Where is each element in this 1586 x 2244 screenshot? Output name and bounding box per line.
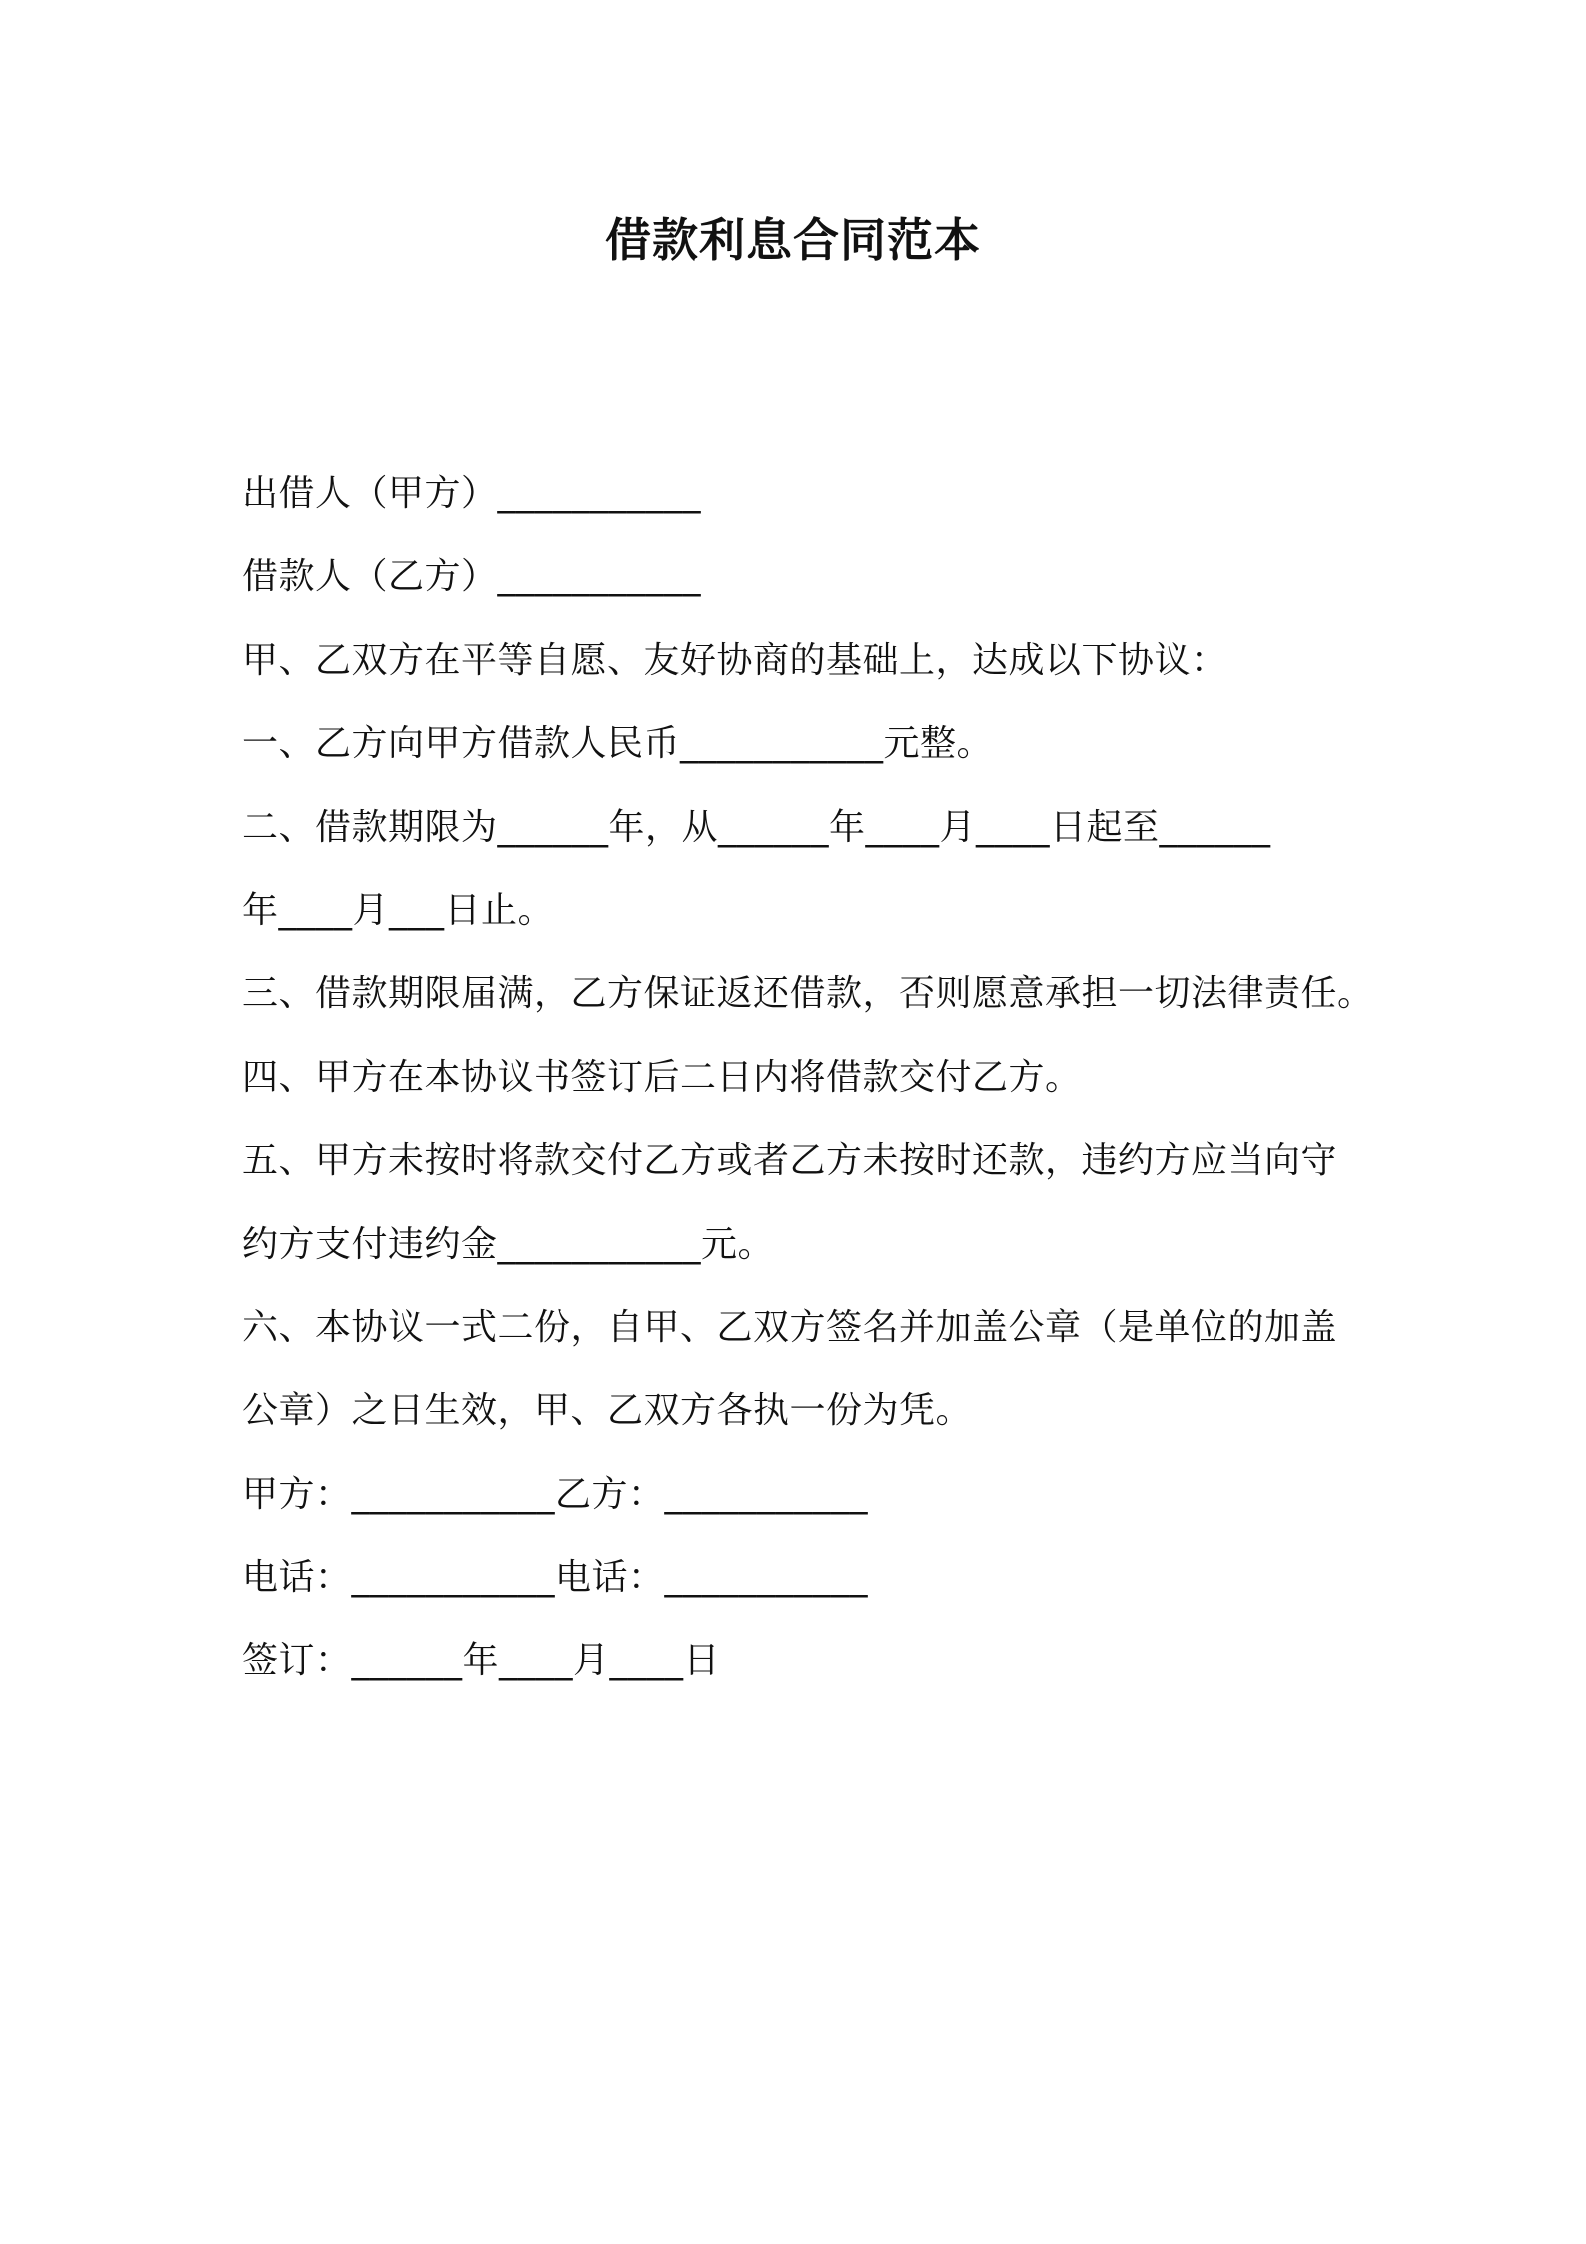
clause-2-loan-term-continued: 年____月___日止。: [242, 889, 555, 931]
borrower-party-line: 借款人（乙方）___________: [242, 556, 702, 598]
clause-5-default: 五、甲方未按时将款交付乙方或者乙方未按时还款，违约方应当向守: [242, 1140, 1338, 1182]
clause-1-loan-amount: 一、乙方向甲方借款人民币___________元整。: [242, 723, 994, 765]
document-title: 借款利息合同范本: [605, 213, 981, 267]
signature-parties-line: 甲方：___________乙方：___________: [242, 1473, 869, 1515]
clause-2-loan-term: 二、借款期限为______年，从______年____月____日起至______: [242, 806, 1271, 848]
document-body: [242, 452, 1374, 1703]
phone-line: 电话：___________电话：___________: [242, 1557, 869, 1599]
clause-3-repayment: 三、借款期限届满，乙方保证返还借款，否则愿意承担一切法律责任。: [242, 973, 1374, 1015]
agreement-preamble: 甲、乙双方在平等自愿、友好协商的基础上，达成以下协议：: [242, 639, 1228, 681]
clause-6-copies: 六、本协议一式二份，自甲、乙双方签名并加盖公章（是单位的加盖: [242, 1306, 1338, 1348]
lender-party-line: 出借人（甲方）___________: [242, 473, 702, 514]
clause-6-copies-continued: 公章）之日生效，甲、乙双方各执一份为凭。: [242, 1390, 973, 1432]
signing-date-line: 签订：______年____月____日: [242, 1640, 721, 1682]
clause-4-delivery: 四、甲方在本协议书签订后二日内将借款交付乙方。: [242, 1056, 1082, 1098]
clause-5-default-continued: 约方支付违约金___________元。: [242, 1223, 775, 1265]
